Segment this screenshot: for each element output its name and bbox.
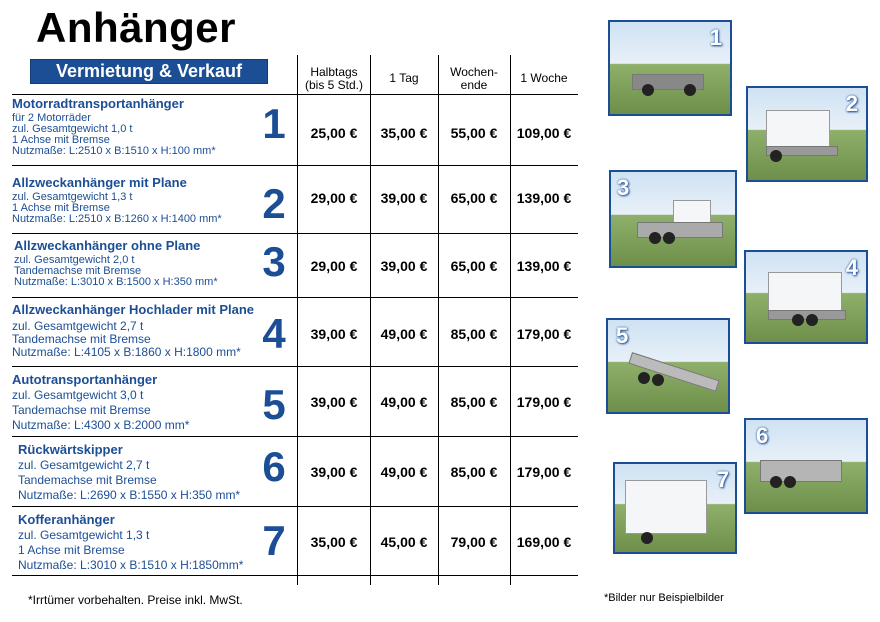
trailer-details: zul. Gesamtgewicht 1,3 t 1 Achse mit Bremse Nutzmaße: L:2510 x B:1260 x H:1400 mm* — [12, 191, 222, 225]
trailer-number: 2 — [262, 180, 286, 227]
table-row — [0, 437, 580, 506]
column-wochenende-sub: ende — [460, 78, 488, 92]
trailer-details: zul. Gesamtgewicht 1,3 t 1 Achse mit Bremse Nutzmaße: L:3010 x B:1510 x H:1850mm* — [18, 528, 244, 572]
price-1-tag: 39,00 € — [380, 258, 428, 274]
price-wochenende: 65,00 € — [450, 258, 498, 274]
wheel — [652, 374, 664, 386]
table-divider — [12, 575, 578, 576]
photo-number: 6 — [756, 423, 769, 448]
trailer-name: Rückwärtskipper — [18, 442, 123, 457]
price-1-tag: 49,00 € — [380, 326, 428, 342]
price-1-woche: 169,00 € — [516, 534, 572, 550]
trailer-number: 4 — [262, 310, 286, 357]
trailer-number: 1 — [262, 100, 286, 147]
trailer-name: Allzweckanhänger Hochlader mit Plane — [12, 302, 255, 317]
wheel — [642, 84, 654, 96]
trailer-shape — [673, 200, 711, 224]
table-row — [0, 507, 580, 575]
wheel — [663, 232, 675, 244]
price-wochenende: 85,00 € — [450, 464, 498, 480]
photo-number: 2 — [845, 91, 858, 116]
trailer-name: Motorradtransportanhänger — [12, 96, 184, 111]
page-title: Anhänger — [36, 4, 237, 51]
photo-number: 1 — [709, 25, 722, 50]
wheel — [770, 150, 782, 162]
disclaimer-note: *Irrtümer vorbehalten. Preise inkl. MwSt. — [28, 593, 243, 607]
trailer-shape — [625, 480, 707, 534]
trailer-number: 5 — [262, 381, 286, 428]
price-1-woche: 179,00 € — [516, 464, 572, 480]
price-halbtags: 39,00 € — [310, 326, 358, 342]
price-1-woche: 139,00 € — [516, 190, 572, 206]
column-1-woche: 1 Woche — [520, 71, 568, 85]
price-halbtags: 39,00 € — [310, 464, 358, 480]
trailer-number: 3 — [262, 238, 286, 285]
price-1-woche: 179,00 € — [516, 326, 572, 342]
table-row — [0, 367, 580, 436]
table-row — [0, 95, 580, 165]
price-1-tag: 45,00 € — [380, 534, 428, 550]
price-wochenende: 65,00 € — [450, 190, 498, 206]
photo-number: 3 — [617, 175, 630, 200]
wheel — [784, 476, 796, 488]
trailer-number: 7 — [262, 517, 286, 564]
price-halbtags: 35,00 € — [310, 534, 358, 550]
trailer-name: Allzweckanhänger ohne Plane — [14, 238, 201, 253]
photo-number: 4 — [845, 255, 858, 280]
trailer-details: zul. Gesamtgewicht 2,7 t Tandemachse mit Bremse Nutzmaße: L:4105 x B:1860 x H:1800 mm* — [12, 319, 241, 359]
price-1-tag: 39,00 € — [380, 190, 428, 206]
wheel — [806, 314, 818, 326]
trailer-photo — [608, 20, 732, 116]
price-halbtags: 39,00 € — [310, 394, 358, 410]
subtitle-banner: Vermietung & Verkauf — [30, 59, 268, 84]
trailer-photo — [744, 418, 868, 514]
trailer-photo — [613, 462, 737, 554]
table-row — [0, 234, 580, 297]
column-wochenende-label: Wochen- — [450, 65, 498, 79]
wheel — [792, 314, 804, 326]
price-wochenende: 85,00 € — [450, 394, 498, 410]
column-halbtags — [298, 66, 370, 92]
trailer-number: 6 — [262, 443, 286, 490]
price-1-woche: 109,00 € — [516, 125, 572, 141]
trailer-shape — [766, 110, 830, 150]
column-1-tag: 1 Tag — [389, 71, 419, 85]
trailer-details: für 2 Motorräder zul. Gesamtgewicht 1,0 t 1 Achse mit Bremse Nutzmaße: L:2510 x B:1510 x H:100 mm* — [12, 112, 216, 157]
trailer-details: zul. Gesamtgewicht 2,7 t Tandemachse mit Bremse Nutzmaße: L:2690 x B:1550 x H:350 mm* — [18, 458, 241, 502]
wheel — [638, 372, 650, 384]
wheel — [649, 232, 661, 244]
price-wochenende: 55,00 € — [450, 125, 498, 141]
price-1-woche: 179,00 € — [516, 394, 572, 410]
wheel — [641, 532, 653, 544]
price-halbtags: 25,00 € — [310, 125, 358, 141]
photo-note: *Bilder nur Beispielbilder — [604, 592, 724, 604]
price-halbtags: 29,00 € — [310, 258, 358, 274]
trailer-photo — [609, 170, 737, 268]
trailer-photo — [606, 318, 730, 414]
column-wochenende — [438, 66, 510, 92]
wheel — [770, 476, 782, 488]
column-halbtags-sub: (bis 5 Std.) — [304, 78, 364, 92]
price-halbtags: 29,00 € — [310, 190, 358, 206]
wheel — [684, 84, 696, 96]
trailer-details: zul. Gesamtgewicht 2,0 t Tandemachse mit Bremse Nutzmaße: L:3010 x B:1500 x H:350 mm* — [14, 254, 218, 288]
price-1-tag: 35,00 € — [380, 125, 428, 141]
photo-number: 7 — [716, 467, 729, 492]
table-row — [0, 298, 580, 366]
trailer-name: Allzweckanhänger mit Plane — [12, 175, 187, 190]
price-1-tag: 49,00 € — [380, 464, 428, 480]
trailer-photo — [746, 86, 868, 182]
photo-number: 5 — [616, 323, 629, 348]
price-1-tag: 49,00 € — [380, 394, 428, 410]
price-wochenende: 79,00 € — [450, 534, 498, 550]
table-row — [0, 166, 580, 233]
trailer-name: Autotransportanhänger — [12, 372, 158, 387]
trailer-shape — [768, 272, 842, 312]
price-wochenende: 85,00 € — [450, 326, 498, 342]
price-1-woche: 139,00 € — [516, 258, 572, 274]
column-halbtags-label: Halbtags — [310, 65, 358, 79]
trailer-name: Kofferanhänger — [18, 512, 115, 527]
trailer-photo — [744, 250, 868, 344]
trailer-details: zul. Gesamtgewicht 3,0 t Tandemachse mit Bremse Nutzmaße: L:4300 x B:2000 mm* — [12, 388, 190, 432]
